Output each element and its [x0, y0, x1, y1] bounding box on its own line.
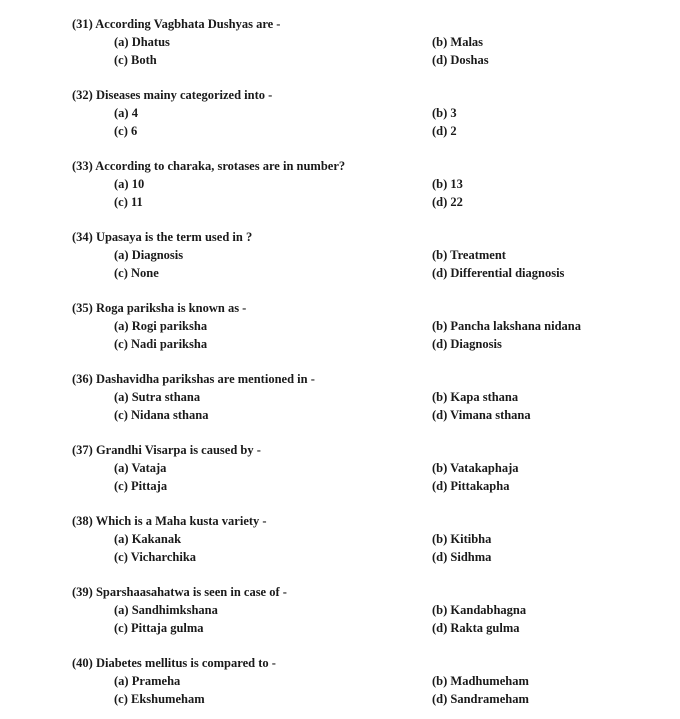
option-d: (d) Differential diagnosis	[432, 266, 565, 280]
option-a: (a) Rogi pariksha	[114, 319, 208, 333]
option-d: (d) Sandrameham	[432, 692, 529, 706]
question-text: (39) Sparshaasahatwa is seen in case of -	[72, 585, 287, 599]
option-c: (c) None	[114, 266, 159, 280]
option-c: (c) Pittaja gulma	[114, 621, 204, 635]
question-text: (37) Grandhi Visarpa is caused by -	[72, 443, 261, 457]
option-b: (b) Kitibha	[432, 532, 492, 546]
option-d: (d) Rakta gulma	[432, 621, 520, 635]
option-b: (b) Pancha lakshana nidana	[432, 319, 582, 333]
option-a: (a) 10	[114, 177, 145, 191]
option-d: (d) 2	[432, 124, 457, 138]
option-c: (c) 6	[114, 124, 138, 138]
option-b: (b) Kapa sthana	[432, 390, 519, 404]
question-34	[0, 230, 680, 286]
option-b: (b) Madhumeham	[432, 674, 529, 688]
option-d: (d) Pittakapha	[432, 479, 510, 493]
question-33	[0, 159, 680, 215]
question-text: (32) Diseases mainy categorized into -	[72, 88, 273, 102]
option-b: (b) 3	[432, 106, 457, 120]
option-a: (a) Vataja	[114, 461, 167, 475]
option-a: (a) Sutra sthana	[114, 390, 201, 404]
question-text: (35) Roga pariksha is known as -	[72, 301, 247, 315]
question-text: (38) Which is a Maha kusta variety -	[72, 514, 267, 528]
option-b: (b) 13	[432, 177, 463, 191]
question-32	[0, 88, 680, 144]
question-40	[0, 656, 680, 712]
option-c: (c) Ekshumeham	[114, 692, 205, 706]
question-text: (40) Diabetes mellitus is compared to -	[72, 656, 276, 670]
option-a: (a) Diagnosis	[114, 248, 184, 262]
option-c: (c) Nadi pariksha	[114, 337, 208, 351]
option-a: (a) 4	[114, 106, 138, 120]
option-c: (c) Nidana sthana	[114, 408, 209, 422]
option-b: (b) Kandabhagna	[432, 603, 527, 617]
option-a: (a) Kakanak	[114, 532, 182, 546]
option-a: (a) Prameha	[114, 674, 181, 688]
question-text: (33) According to charaka, srotases are in number?	[72, 159, 346, 173]
question-31	[0, 17, 680, 73]
option-a: (a) Sandhimkshana	[114, 603, 218, 617]
option-b: (b) Malas	[432, 35, 484, 49]
question-38	[0, 514, 680, 570]
question-37	[0, 443, 680, 499]
question-35	[0, 301, 680, 357]
option-d: (d) 22	[432, 195, 463, 209]
option-d: (d) Doshas	[432, 53, 489, 67]
question-39	[0, 585, 680, 641]
question-36	[0, 372, 680, 428]
option-c: (c) Both	[114, 53, 157, 67]
option-a: (a) Dhatus	[114, 35, 170, 49]
option-d: (d) Sidhma	[432, 550, 492, 564]
question-text: (36) Dashavidha parikshas are mentioned in -	[72, 372, 315, 386]
option-d: (d) Diagnosis	[432, 337, 502, 351]
option-c: (c) Pittaja	[114, 479, 168, 493]
option-c: (c) Vicharchika	[114, 550, 197, 564]
option-b: (b) Treatment	[432, 248, 506, 262]
question-text: (31) According Vagbhata Dushyas are -	[72, 17, 281, 31]
option-d: (d) Vimana sthana	[432, 408, 531, 422]
option-c: (c) 11	[114, 195, 143, 209]
question-text: (34) Upasaya is the term used in ?	[72, 230, 253, 244]
option-b: (b) Vatakaphaja	[432, 461, 519, 475]
